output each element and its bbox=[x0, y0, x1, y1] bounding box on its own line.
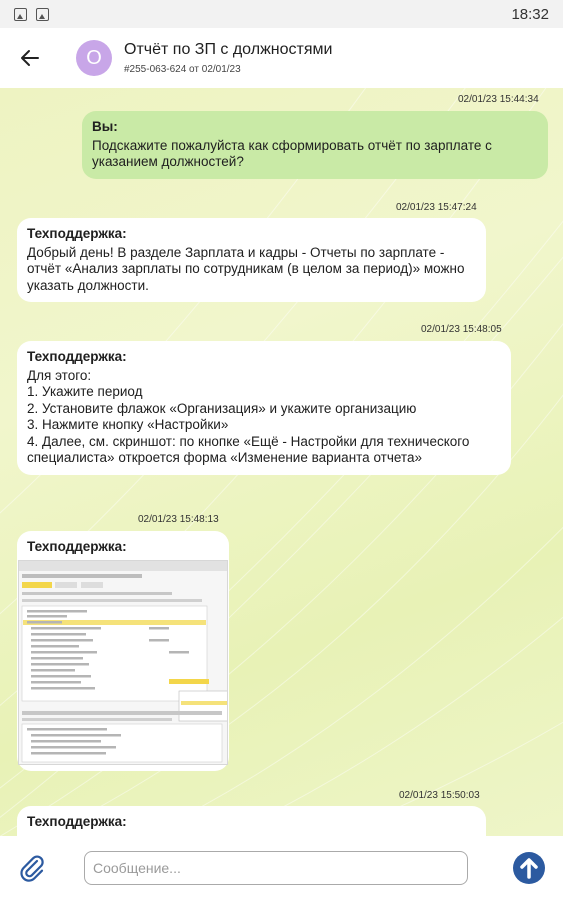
chat-header-info bbox=[124, 41, 332, 75]
message-author: Техподдержка: bbox=[27, 226, 127, 241]
screenshot-thumbnail bbox=[19, 561, 228, 765]
composer-bar bbox=[0, 836, 563, 900]
user-message-bubble[interactable] bbox=[82, 111, 548, 179]
message-author: Техподдержка: bbox=[27, 539, 127, 554]
message-timestamp: 02/01/23 15:48:05 bbox=[421, 324, 502, 335]
message-timestamp: 02/01/23 15:47:24 bbox=[396, 202, 477, 213]
status-bar bbox=[0, 0, 563, 28]
paperclip-icon bbox=[17, 853, 47, 883]
avatar: О bbox=[76, 40, 112, 76]
message-author: Техподдержка: bbox=[27, 349, 127, 364]
message-text: Для этого: 1. Укажите период 2. Установите флажок «Организация» и укажите организацию 3. Нажмите кнопку «Настройки» 4. Далее, см. скриншот: по кнопке «Ещё - Настройки для технического специалиста» откроется форма «Изменение варианта отчета» bbox=[27, 367, 470, 465]
support-message-bubble[interactable] bbox=[17, 341, 511, 475]
screenshot-attachment[interactable] bbox=[18, 560, 228, 765]
gallery-notification-icon bbox=[14, 8, 27, 21]
arrow-left-icon bbox=[20, 48, 40, 68]
message-text: Добрый день! В разделе Зарплата и кадры - Отчеты по зарплате - отчёт «Анализ зарплаты по сотрудникам (в целом за период)» можно указать должности. bbox=[27, 244, 465, 293]
message-author: Вы: bbox=[92, 119, 118, 134]
message-text: Подскажите пожалуйста как сформировать отчёт по зарплате с указанием должностей? bbox=[92, 137, 492, 169]
message-timestamp: 02/01/23 15:48:13 bbox=[138, 514, 219, 525]
chat-title: Отчёт по ЗП с должностями bbox=[124, 41, 333, 58]
message-timestamp: 02/01/23 15:44:34 bbox=[458, 94, 539, 105]
message-timestamp: 02/01/23 15:50:03 bbox=[399, 790, 480, 801]
chat-subtitle: #255-063-624 от 02/01/23 bbox=[124, 64, 241, 75]
support-image-message[interactable] bbox=[17, 531, 229, 771]
back-button[interactable] bbox=[10, 38, 50, 78]
chat-area[interactable] bbox=[0, 88, 563, 836]
message-author: Техподдержка: bbox=[27, 814, 127, 829]
arrow-up-circle-icon bbox=[511, 850, 547, 886]
app-notification-icon bbox=[36, 8, 49, 21]
support-message-bubble[interactable] bbox=[17, 218, 486, 302]
send-button[interactable] bbox=[511, 850, 547, 886]
message-input[interactable] bbox=[84, 851, 468, 885]
status-time: 18:32 bbox=[511, 5, 549, 23]
app-header bbox=[0, 28, 563, 88]
attach-button[interactable] bbox=[12, 848, 52, 888]
support-message-bubble[interactable] bbox=[17, 806, 486, 836]
